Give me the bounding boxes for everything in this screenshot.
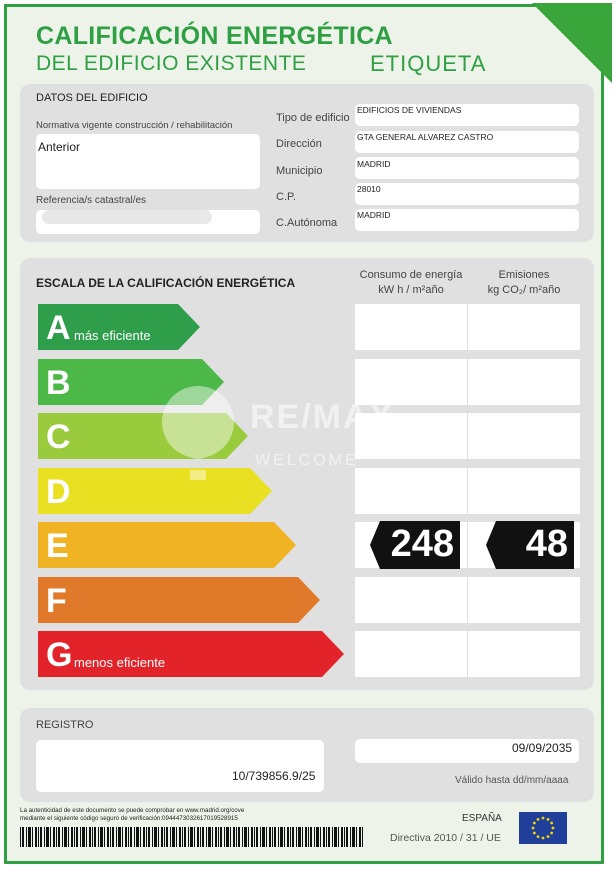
consumo-cell: [355, 577, 467, 623]
energy-band-a: [36, 304, 202, 350]
barcode-bar: [74, 827, 75, 847]
authenticity-note-2: mediante el siguiente código seguro de verificación:0944473032617019528915: [20, 815, 238, 822]
eu-star: [532, 827, 535, 830]
title-line-2: DEL EDIFICIO EXISTENTE: [36, 52, 307, 75]
energy-band-description: menos eficiente: [74, 655, 166, 670]
barcode-bar: [184, 827, 186, 847]
barcode-bar: [251, 827, 253, 847]
barcode-bar: [197, 827, 199, 847]
barcode-bar: [158, 827, 159, 847]
energy-band-e: [36, 522, 298, 568]
barcode-bar: [92, 827, 93, 847]
barcode-bar: [242, 827, 243, 847]
barcode-bar: [107, 827, 109, 847]
eu-star: [547, 818, 550, 821]
barcode-bar: [292, 827, 294, 847]
barcode-bar: [154, 827, 157, 847]
barcode-bar: [134, 827, 135, 847]
barcode-bar: [298, 827, 301, 847]
barcode-bar: [296, 827, 297, 847]
barcode-bar: [38, 827, 39, 847]
barcode-bar: [64, 827, 67, 847]
barcode-bar: [314, 827, 315, 847]
emisiones-cell: [468, 413, 580, 459]
barcode-bar: [136, 827, 139, 847]
emisiones-cell: [468, 577, 580, 623]
energy-band-arrow: [36, 577, 322, 623]
barcode-bar: [269, 827, 271, 847]
barcode-bar: [35, 827, 37, 847]
eu-star: [533, 822, 536, 825]
emisiones-cell: [468, 304, 580, 350]
barcode-bar: [112, 827, 114, 847]
barcode-bar: [89, 827, 91, 847]
energy-band-arrow: [36, 468, 274, 514]
barcode-bar: [206, 827, 207, 847]
energy-band-description: más eficiente: [74, 328, 151, 343]
barcode-bar: [226, 827, 229, 847]
barcode-bar: [290, 827, 291, 847]
barcode-bar: [98, 827, 99, 847]
energy-band-letter: A: [46, 309, 71, 347]
barcode-bar: [287, 827, 289, 847]
barcode-bar: [26, 827, 27, 847]
barcode-bar: [80, 827, 81, 847]
emisiones-rating-value: 48: [525, 523, 568, 565]
barcode-bar: [256, 827, 258, 847]
barcode-bar: [86, 827, 87, 847]
barcode-bar: [236, 827, 237, 847]
barcode-bar: [110, 827, 111, 847]
barcode-bar: [82, 827, 85, 847]
barcode-bar: [190, 827, 193, 847]
barcode-bar: [230, 827, 231, 847]
consumo-header: [355, 268, 467, 298]
eu-star: [550, 832, 553, 835]
barcode-bar: [122, 827, 123, 847]
barcode-bar: [359, 827, 361, 847]
barcode-bar: [172, 827, 175, 847]
cp-value: 28010: [357, 184, 381, 194]
barcode-bar: [215, 827, 217, 847]
barcode-bar: [218, 827, 219, 847]
tipo-value: EDIFICIOS DE VIVIENDAS: [357, 105, 462, 115]
label-type: ETIQUETA: [370, 51, 487, 76]
emisiones-header: [468, 268, 580, 298]
consumo-header-line1: Consumo de energía: [359, 269, 463, 281]
eu-star: [537, 818, 540, 821]
emisiones-cell: [468, 359, 580, 405]
building-section-title: DATOS DEL EDIFICIO: [36, 92, 148, 104]
energy-band-d: [36, 468, 274, 514]
emisiones-header-unit: kg CO₂/ m²año: [487, 284, 561, 296]
energy-band-letter: B: [46, 364, 71, 402]
barcode-bar: [284, 827, 285, 847]
barcode-bar: [323, 827, 325, 847]
corner-fold: [532, 3, 612, 83]
valido-label: Válido hasta dd/mm/aaaa: [455, 775, 569, 786]
barcode-bar: [116, 827, 117, 847]
registro-number: 10/739856.9/25: [232, 769, 316, 783]
barcode-bar: [146, 827, 147, 847]
barcode-bar: [148, 827, 150, 847]
consumo-rating: [370, 521, 460, 569]
barcode-bar: [22, 827, 24, 847]
eu-star: [552, 827, 555, 830]
energy-band-arrow: [36, 631, 346, 677]
barcode-bar: [266, 827, 267, 847]
emisiones-cell: [468, 468, 580, 514]
watermark-brand: RE/MAX: [250, 398, 395, 436]
consumo-cell: [355, 631, 467, 677]
direccion-label: Dirección: [276, 138, 322, 150]
barcode-bar: [350, 827, 351, 847]
barcode-bar: [44, 827, 45, 847]
barcode-bar: [194, 827, 195, 847]
barcode-bar: [100, 827, 103, 847]
barcode-bar: [50, 827, 51, 847]
barcode-bar: [170, 827, 171, 847]
barcode-bar: [305, 827, 307, 847]
barcode-bar: [334, 827, 337, 847]
cp-box: [355, 183, 579, 205]
watermark-sub: WELCOME: [255, 452, 359, 469]
barcode-bar: [152, 827, 153, 847]
barcode-bar: [316, 827, 319, 847]
eu-star: [547, 835, 550, 838]
barcode-bar: [356, 827, 357, 847]
barcode-bar: [208, 827, 211, 847]
barcode-bar: [326, 827, 327, 847]
barcode-bar: [212, 827, 213, 847]
barcode-bar: [310, 827, 312, 847]
barcode-bar: [20, 827, 21, 847]
consumo-cell: [355, 304, 467, 350]
barcode-bar: [130, 827, 132, 847]
registro-title: REGISTRO: [36, 719, 94, 731]
barcode-bar: [332, 827, 333, 847]
eu-star: [542, 817, 545, 820]
barcode-bar: [58, 827, 60, 847]
normativa-value: Anterior: [38, 140, 81, 154]
barcode-bar: [278, 827, 279, 847]
emisiones-header-line1: Emisiones: [498, 269, 550, 281]
energy-band-letter: E: [46, 527, 69, 565]
referencia-label: Referencia/s catastral/es: [36, 195, 147, 206]
tipo-label: Tipo de edificio: [276, 112, 350, 124]
barcode-bar: [220, 827, 222, 847]
barcode-bar: [302, 827, 303, 847]
barcode-bar: [362, 827, 363, 847]
consumo-rating-value: 248: [390, 523, 454, 565]
barcode-bar: [244, 827, 247, 847]
consumo-header-unit: kW h / m²año: [378, 284, 444, 296]
barcode-bar: [188, 827, 189, 847]
barcode-bar: [176, 827, 177, 847]
scale-title: ESCALA DE LA CALIFICACIÓN ENERGÉTICA: [36, 276, 296, 290]
barcode-bar: [328, 827, 330, 847]
eu-flag-icon: [519, 812, 567, 844]
barcode-bar: [40, 827, 42, 847]
directive-label: Directiva 2010 / 31 / UE: [390, 832, 501, 844]
municipio-label: Municipio: [276, 165, 323, 177]
municipio-value: MADRID: [357, 159, 391, 169]
barcode-bar: [68, 827, 69, 847]
barcode-bar: [200, 827, 201, 847]
barcode-bar: [248, 827, 249, 847]
title-line-1: CALIFICACIÓN ENERGÉTICA: [36, 22, 393, 50]
barcode-bar: [128, 827, 129, 847]
barcode-bar: [118, 827, 121, 847]
barcode-bar: [320, 827, 321, 847]
barcode-bar: [344, 827, 345, 847]
emisiones-rating: [486, 521, 574, 569]
barcode-bar: [94, 827, 96, 847]
barcode-bar: [125, 827, 127, 847]
barcode-bar: [71, 827, 73, 847]
barcode-bar: [260, 827, 261, 847]
eu-star: [533, 832, 536, 835]
barcode-bar: [262, 827, 265, 847]
eu-star: [550, 822, 553, 825]
barcode-bar: [164, 827, 165, 847]
energy-band-g: [36, 631, 346, 677]
cp-label: C.P.: [276, 191, 296, 203]
barcode-bar: [233, 827, 235, 847]
barcode-bar: [56, 827, 57, 847]
consumo-cell: [355, 468, 467, 514]
barcode-bar: [140, 827, 141, 847]
barcode-bar: [161, 827, 163, 847]
barcode-bar: [62, 827, 63, 847]
registro-number-box: [36, 740, 324, 792]
barcode-bar: [308, 827, 309, 847]
eu-star: [537, 835, 540, 838]
barcode-bar: [254, 827, 255, 847]
energy-band-f: [36, 577, 322, 623]
direccion-value: GTA GENERAL ALVAREZ CASTRO: [357, 132, 494, 142]
barcode-bar: [179, 827, 181, 847]
normativa-label: Normativa vigente construcción / rehabilitación: [36, 120, 233, 131]
energy-band-arrow: [36, 522, 298, 568]
authenticity-note-1: La autenticidad de este documento se puede comprobar en www.madrid.org/cove: [20, 807, 245, 814]
barcode-bar: [272, 827, 273, 847]
barcode-bar: [224, 827, 225, 847]
barcode-bar: [280, 827, 283, 847]
barcode-bar: [346, 827, 348, 847]
country-label: ESPAÑA: [462, 813, 502, 824]
energy-band-letter: D: [46, 473, 71, 511]
barcode-bar: [46, 827, 49, 847]
barcode-bar: [166, 827, 168, 847]
barcode-bar: [341, 827, 343, 847]
barcode-bar: [182, 827, 183, 847]
fecha-value: 09/09/2035: [512, 741, 573, 755]
comunidad-label: C.Autónoma: [276, 217, 338, 229]
referencia-redacted: [42, 210, 212, 224]
barcode-bar: [274, 827, 276, 847]
verification-barcode: [20, 827, 365, 847]
barcode-bar: [104, 827, 105, 847]
barcode-bar: [76, 827, 78, 847]
comunidad-value: MADRID: [357, 210, 391, 220]
emisiones-cell: [468, 631, 580, 677]
eu-star: [542, 837, 545, 840]
barcode-bar: [338, 827, 339, 847]
energy-band-letter: G: [46, 636, 73, 674]
barcode-bar: [352, 827, 355, 847]
barcode-bar: [53, 827, 55, 847]
energy-band-letter: F: [46, 582, 67, 620]
barcode-bar: [28, 827, 31, 847]
barcode-bar: [238, 827, 240, 847]
barcode-bar: [202, 827, 204, 847]
remax-balloon-watermark: [158, 384, 238, 484]
barcode-bar: [32, 827, 33, 847]
barcode-bar: [143, 827, 145, 847]
energy-band-letter: C: [46, 418, 71, 456]
